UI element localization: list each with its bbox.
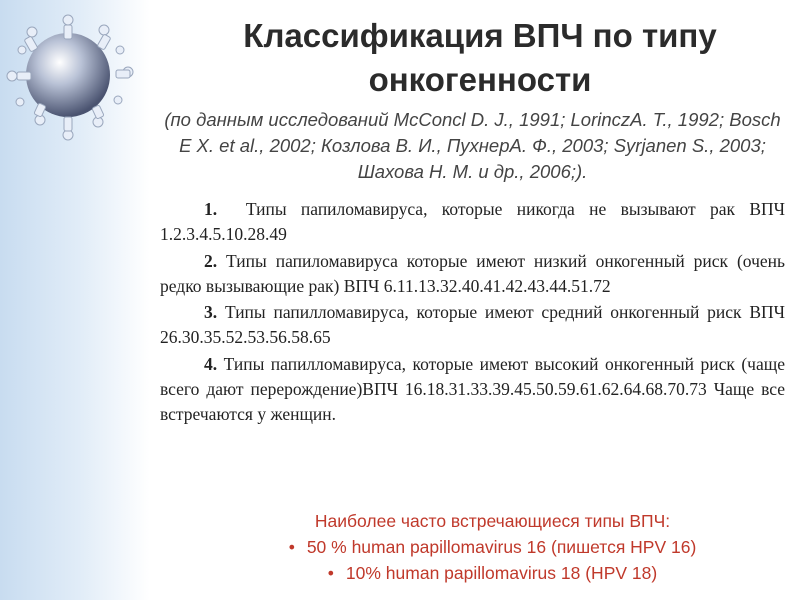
item-text: Типы папилломавируса, которые имеют средний онкогенный риск ВПЧ 26.30.35.52.53.56.58.65 [160,302,785,347]
subtitle-references: (по данным исследований McConcl D. J., 1991; LorinczA. T., 1992; Bosch E X. et al., 2002; Козлова В. И., ПухнерА. Ф., 2003; Syrjanen S., 2003; Шахова Н. М. и др., 2006;). [164,109,781,182]
bullet-text: 10% human papillomavirus 18 (HPV 18) [345,563,658,583]
common-types-section [160,508,785,586]
item-number: 4. [204,353,218,374]
item-text: Типы папилломавируса, которые имеют высокий онкогенный риск (чаще всего дают перерождение)ВПЧ 16.18.31.33.39.45.50.59.61.62.64.68.70.73 Чаще все встречаются у женщин. [160,353,785,424]
item-text: Типы папиломавируса которые имеют низкий онкогенный риск (очень редко вызывающие рак) ВПЧ 6.11.13.32.40.41.42.43.44.51.72 [160,250,785,296]
title-line-1: Классификация ВПЧ по типу [243,17,717,54]
bullet-item [160,534,785,560]
common-types-heading: Наиболее часто встречающиеся типы ВПЧ: [314,511,671,531]
list-item [160,249,785,299]
item-number: 3. [204,302,218,322]
bullet-text: 50 % human papillomavirus 16 (пишется HPV 16) [306,537,697,557]
list-item [160,352,785,427]
item-text: Типы папиломавируса, которые никогда не вызывают рак ВПЧ 1.2.3.4.5.10.28.49 [160,199,786,244]
globe-with-people-icon [0,0,160,145]
page-title [180,14,780,102]
list-item [160,300,785,350]
bullet-item [160,560,785,586]
list-item [160,197,785,247]
hpv-classification-list [160,197,785,428]
bullet-icon: • [327,563,334,583]
bullet-icon: • [288,537,295,557]
item-number: 2. [204,250,218,271]
item-number: 1. [204,199,218,219]
title-line-2: онкогенности [368,61,592,98]
